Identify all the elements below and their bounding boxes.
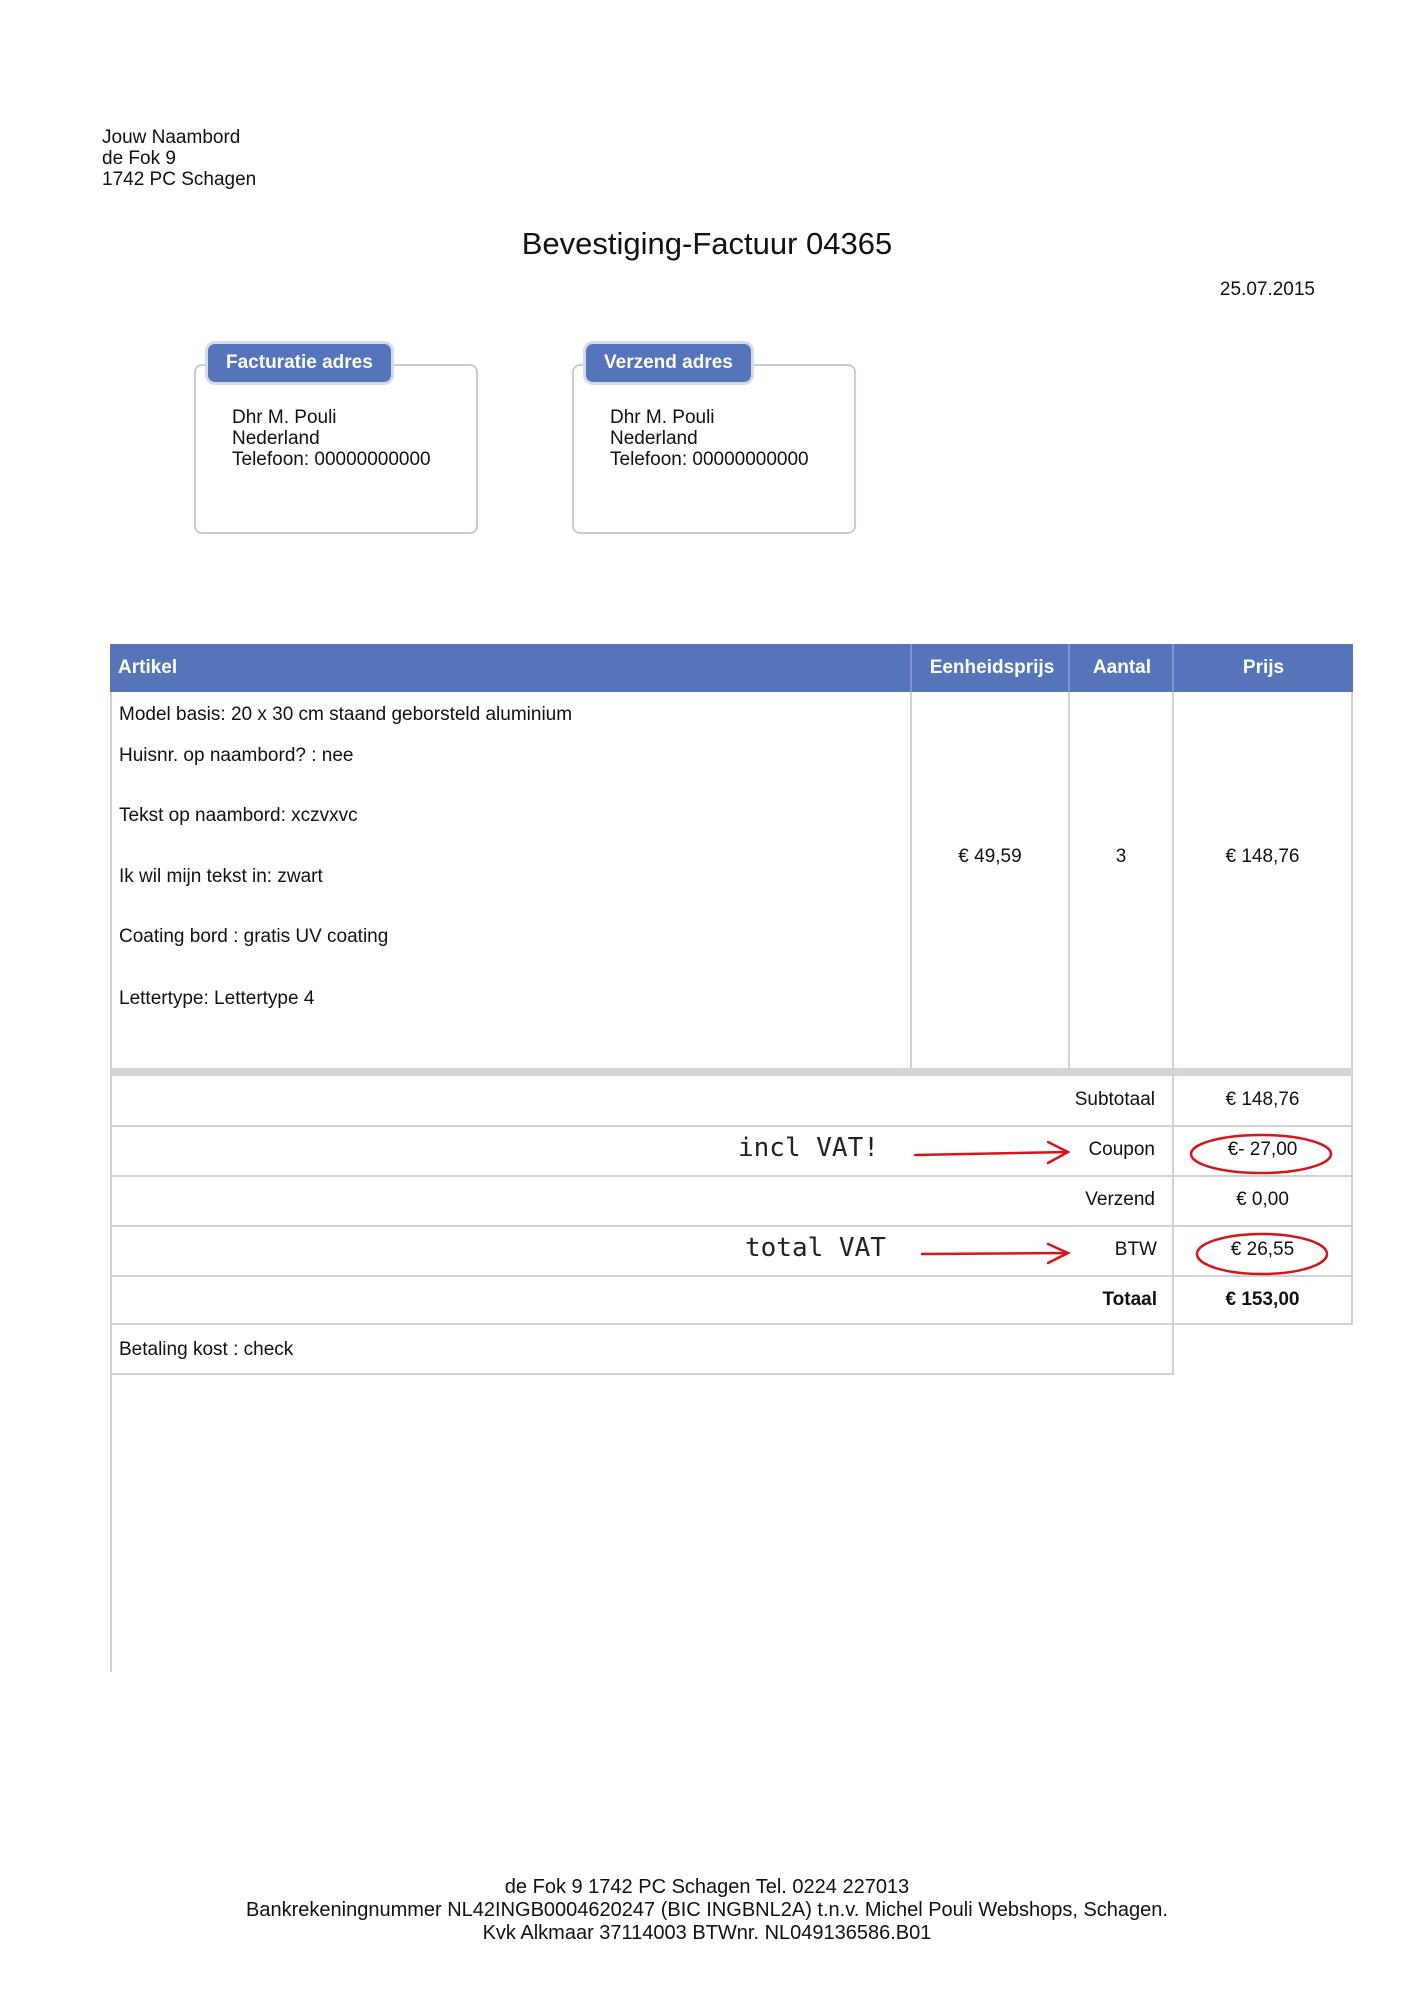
item-line: Tekst op naambord: xczvxvc bbox=[119, 805, 358, 826]
item-price: € 148,76 bbox=[1225, 846, 1300, 867]
sender-address bbox=[102, 127, 256, 190]
item-line: Coating bord : gratis UV coating bbox=[119, 926, 389, 947]
shipping-country: Nederland bbox=[610, 428, 698, 449]
header-article: Artikel bbox=[118, 657, 178, 678]
footer bbox=[0, 1876, 1414, 1945]
shipping-cost-value: € 0,00 bbox=[1236, 1189, 1289, 1210]
btw-value-circle bbox=[1197, 1234, 1327, 1274]
item-line: Huisnr. op naambord? : nee bbox=[119, 745, 354, 766]
coupon-value-circle bbox=[1191, 1135, 1331, 1173]
btw-value: € 26,55 bbox=[1230, 1239, 1295, 1260]
payment-method: Betaling kost : check bbox=[119, 1339, 294, 1360]
billing-name: Dhr M. Pouli bbox=[232, 407, 337, 428]
item-line: Model basis: 20 x 30 cm staand geborsteld aluminium bbox=[119, 704, 573, 725]
invoice-date: 25.07.2015 bbox=[1219, 279, 1315, 300]
shipping-address-box bbox=[572, 352, 856, 534]
annotation-marks bbox=[110, 644, 1353, 1344]
subtotal-label: Subtotaal bbox=[1074, 1089, 1155, 1110]
item-line: Ik wil mijn tekst in: zwart bbox=[119, 866, 323, 887]
shipping-cost-label: Verzend bbox=[1085, 1189, 1155, 1210]
billing-phone: Telefoon: 00000000000 bbox=[232, 449, 431, 470]
coupon-label: Coupon bbox=[1088, 1139, 1155, 1160]
billing-country: Nederland bbox=[232, 428, 320, 449]
coupon-value: €- 27,00 bbox=[1227, 1139, 1298, 1160]
header-quantity: Aantal bbox=[1092, 657, 1152, 678]
invoice-title: Bevestiging-Factuur 04365 bbox=[521, 226, 893, 261]
coupon-annotation: incl VAT! bbox=[738, 1133, 879, 1163]
footer-address: de Fok 9 1742 PC Schagen Tel. 0224 227013 bbox=[504, 1876, 910, 1898]
billing-address-label: Facturatie adres bbox=[208, 344, 391, 382]
btw-annotation: total VAT bbox=[745, 1233, 886, 1263]
coupon-arrow-icon bbox=[915, 1142, 1068, 1163]
billing-address-box bbox=[194, 352, 478, 534]
shipping-address-label: Verzend adres bbox=[586, 344, 751, 382]
btw-label: BTW bbox=[1114, 1239, 1157, 1260]
subtotal-value: € 148,76 bbox=[1225, 1089, 1300, 1110]
total-label: Totaal bbox=[1102, 1289, 1157, 1310]
item-unit-price: € 49,59 bbox=[958, 846, 1022, 867]
header-unit-price: Eenheidsprijs bbox=[929, 657, 1055, 678]
shipping-name: Dhr M. Pouli bbox=[610, 407, 715, 428]
total-value: € 153,00 bbox=[1225, 1289, 1300, 1310]
header-price: Prijs bbox=[1242, 657, 1285, 678]
item-line: Lettertype: Lettertype 4 bbox=[119, 988, 315, 1009]
footer-bank: Bankrekeningnummer NL42INGB0004620247 (BIC INGBNL2A) t.n.v. Michel Pouli Webshops, Schagen. bbox=[246, 1899, 1168, 1921]
footer-registration: Kvk Alkmaar 37114003 BTWnr. NL049136586.B01 bbox=[482, 1922, 932, 1944]
sender-name: Jouw Naambord bbox=[102, 127, 241, 148]
btw-arrow-icon bbox=[922, 1244, 1068, 1263]
item-quantity: 3 bbox=[1115, 846, 1127, 867]
sender-street: de Fok 9 bbox=[102, 148, 176, 169]
sender-city: 1742 PC Schagen bbox=[102, 169, 257, 190]
shipping-phone: Telefoon: 00000000000 bbox=[610, 449, 809, 470]
